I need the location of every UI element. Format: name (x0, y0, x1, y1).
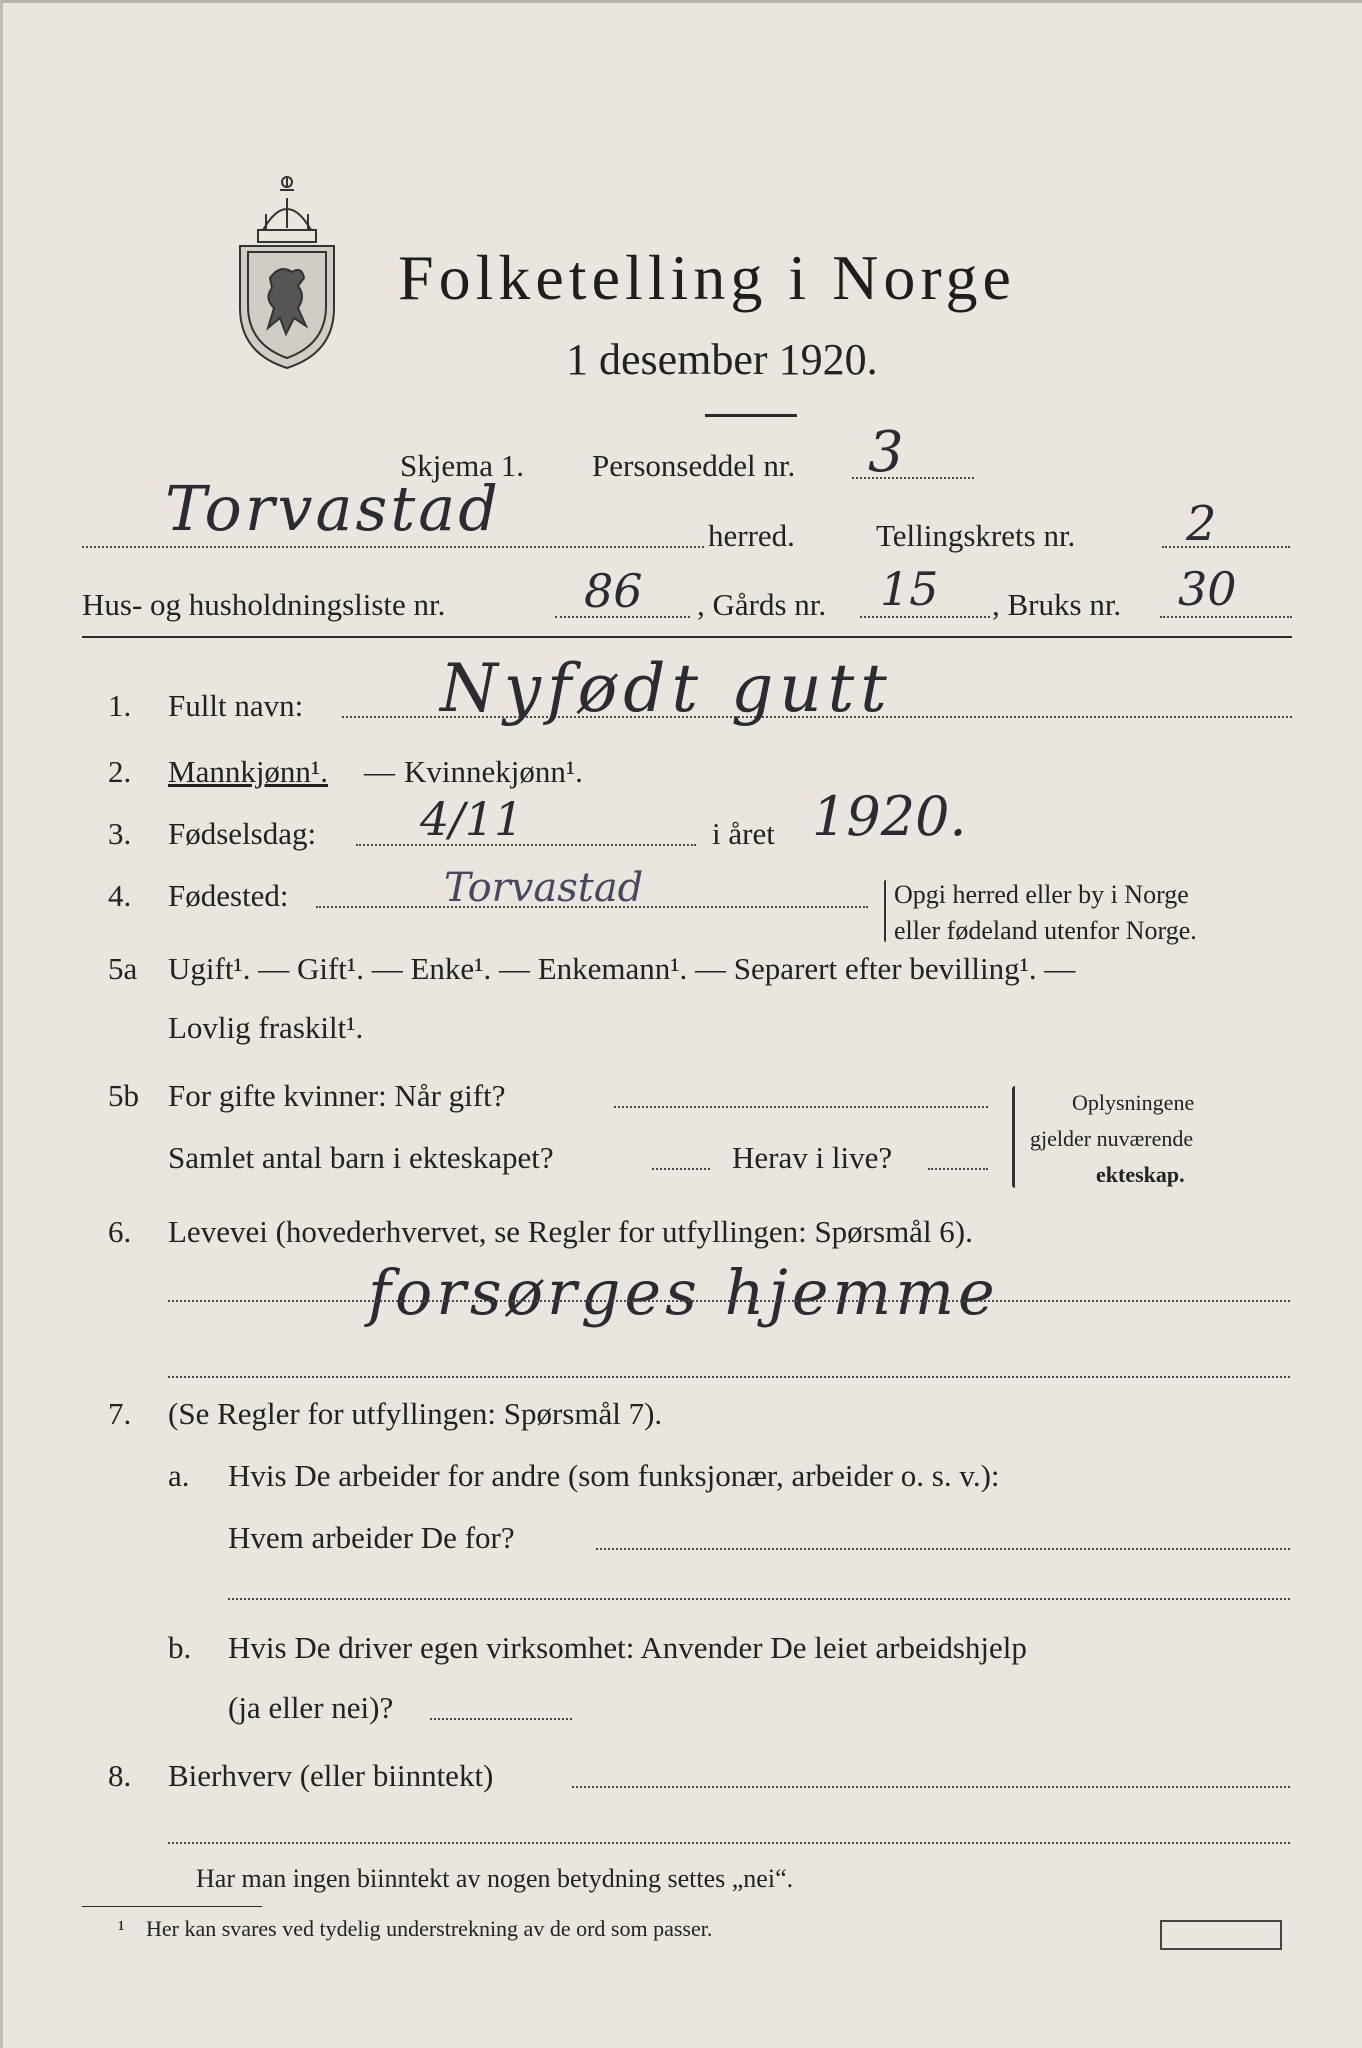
q5b-married-when-line (614, 1106, 988, 1108)
q4-label: Fødested: (168, 878, 289, 913)
bruks-value[interactable]: 30 (1178, 562, 1237, 616)
hus-value[interactable]: 86 (584, 564, 643, 618)
q3-day-value[interactable]: 4/11 (420, 792, 524, 846)
q7a-letter: a. (168, 1458, 190, 1493)
personseddel-label: Personseddel nr. (592, 448, 796, 483)
gards-label: , Gårds nr. (697, 587, 827, 622)
q5a-options-line1[interactable]: Ugift¹. — Gift¹. — Enke¹. — Enkemann¹. — Separert efter bevilling¹. — (168, 951, 1076, 986)
q5a-options-line2[interactable]: Lovlig fraskilt¹. (168, 1010, 364, 1045)
q2-number: 2. (108, 754, 132, 789)
q7-number: 7. (108, 1396, 132, 1431)
q5b-number: 5b (108, 1078, 139, 1113)
q5b-alive-line (928, 1168, 988, 1170)
q4-number: 4. (108, 878, 132, 913)
q2-separator: — (364, 754, 395, 789)
q7a-line1: Hvis De arbeider for andre (som funksjonær, arbeider o. s. v.): (228, 1458, 1000, 1493)
title-divider (705, 414, 797, 417)
form-title: Folketelling i Norge (398, 242, 1016, 313)
q6-line-1 (168, 1300, 1290, 1302)
tellingskrets-line (1162, 546, 1290, 548)
q5b-children-label: Samlet antal barn i ekteskapet? (168, 1140, 554, 1175)
gards-line (860, 616, 990, 618)
q2-male-option[interactable]: Mannkjønn¹. (168, 754, 328, 789)
q6-value[interactable]: forsørges hjemme (368, 1256, 999, 1329)
q5b-note-3: ekteskap. (1096, 1162, 1185, 1187)
q5a-number: 5a (108, 951, 138, 986)
tellingskrets-value[interactable]: 2 (1186, 496, 1217, 552)
q6-number: 6. (108, 1214, 132, 1249)
q3-number: 3. (108, 816, 132, 851)
q7b-line (430, 1718, 572, 1720)
q5b-note-1: Oplysningene (1072, 1090, 1195, 1115)
q3-year-value[interactable]: 1920. (812, 785, 967, 848)
q6-label: Levevei (hovederhvervet, se Regler for utfyllingen: Spørsmål 6). (168, 1214, 973, 1249)
q8-extra-line (168, 1842, 1290, 1844)
footnote-text: Her kan svares ved tydelig understrekning av de ord som passer. (146, 1916, 713, 1941)
bruks-line (1160, 616, 1292, 618)
hus-label: Hus- og husholdningsliste nr. (82, 587, 446, 622)
q4-note-2: eller fødeland utenfor Norge. (894, 916, 1197, 945)
q7-label: (Se Regler for utfyllingen: Spørsmål 7). (168, 1396, 663, 1431)
q7b-line2: (ja eller nei)? (228, 1690, 394, 1725)
q5b-children-line (652, 1168, 710, 1170)
q3-year-label: i året (712, 816, 775, 851)
q7a-extra-line (228, 1598, 1290, 1600)
personseddel-value[interactable]: 3 (868, 420, 904, 485)
herred-label: herred. (708, 518, 795, 553)
footnote-mark: ¹ (118, 1916, 125, 1941)
q7b-line1: Hvis De driver egen virksomhet: Anvender De leiet arbeidshjelp (228, 1630, 1027, 1665)
q5b-note-2: gjelder nuværende (1030, 1126, 1194, 1151)
census-date: 1 desember 1920. (566, 335, 878, 384)
footer-note: Har man ingen biinntekt av nogen betydning settes „nei“. (196, 1864, 794, 1893)
q4-note-1: Opgi herred eller by i Norge (894, 880, 1189, 909)
q7a-line (596, 1548, 1290, 1550)
q6-line-2 (168, 1376, 1290, 1378)
q7a-line2: Hvem arbeider De for? (228, 1520, 515, 1555)
header-divider (82, 636, 1292, 638)
herred-line (82, 546, 704, 548)
q1-value[interactable]: Nyfødt gutt (440, 650, 893, 727)
q2-female-option[interactable]: Kvinnekjønn¹. (404, 754, 583, 789)
q3-day-line (356, 844, 696, 846)
q7b-letter: b. (168, 1630, 192, 1665)
q5b-alive-label: Herav i live? (732, 1140, 893, 1175)
q8-number: 8. (108, 1758, 132, 1793)
bruks-label: , Bruks nr. (992, 587, 1122, 622)
gards-value[interactable]: 15 (880, 562, 939, 616)
q5b-brace (1012, 1086, 1015, 1188)
tellingskrets-label: Tellingskrets nr. (876, 518, 1076, 553)
q4-value[interactable]: Torvastad (444, 865, 644, 911)
q5b-married-when-label: For gifte kvinner: Når gift? (168, 1078, 506, 1113)
q8-line (572, 1786, 1290, 1788)
printer-stamp (1160, 1920, 1282, 1950)
coat-of-arms-icon (228, 168, 346, 373)
q4-brace (884, 880, 886, 942)
q1-label: Fullt navn: (168, 688, 304, 723)
q8-label: Bierhverv (eller biinntekt) (168, 1758, 494, 1793)
skjema-label: Skjema 1. (400, 448, 524, 483)
herred-value[interactable]: Torvastad (165, 472, 501, 545)
q1-number: 1. (108, 688, 132, 723)
q3-label: Fødselsdag: (168, 816, 317, 851)
footnote-divider (82, 1906, 262, 1907)
